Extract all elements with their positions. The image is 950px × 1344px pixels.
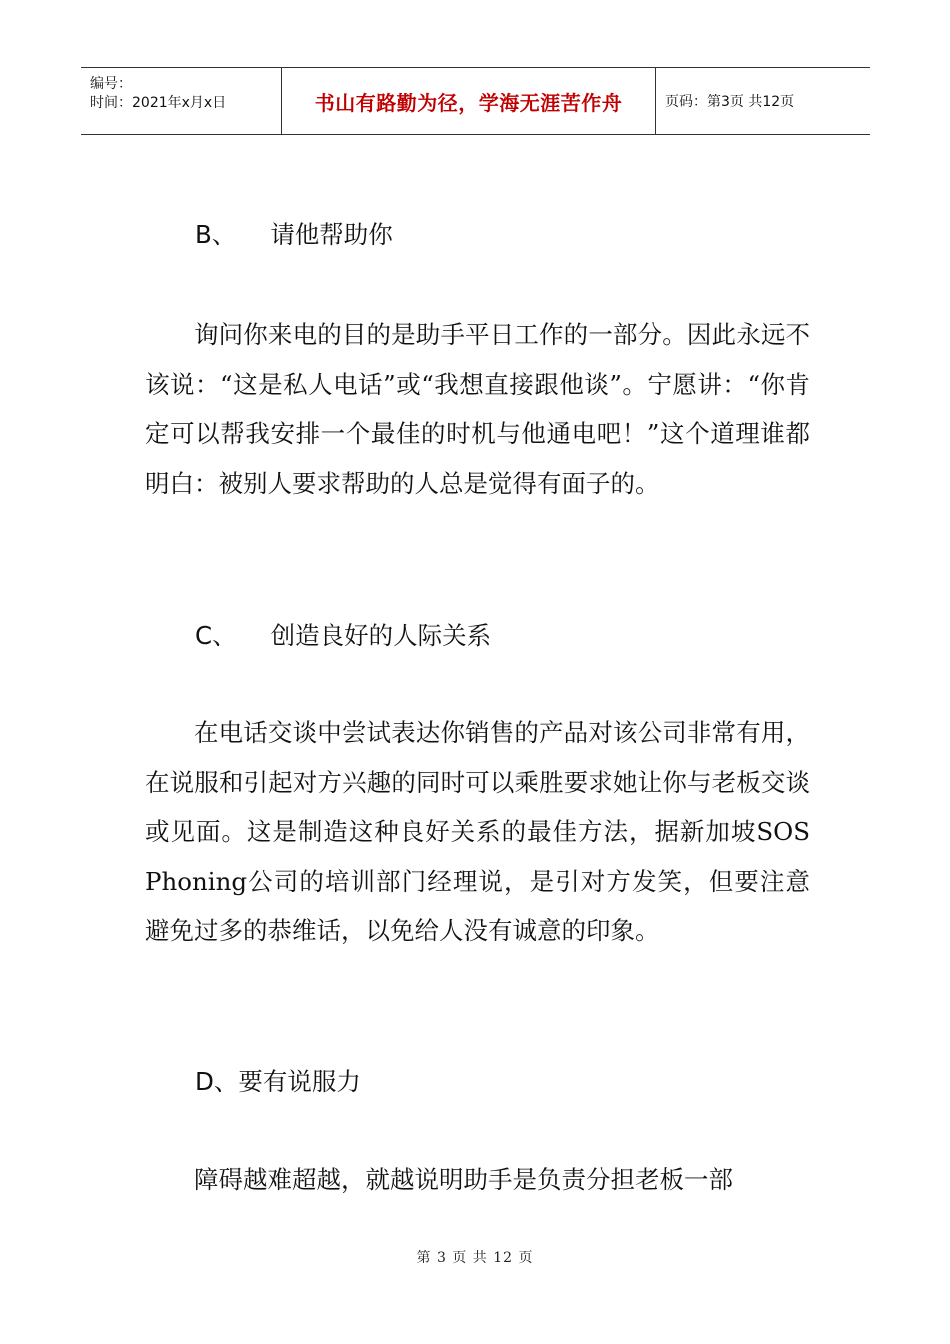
page-footer: 第 3 页 共 12 页 [416,1250,534,1266]
section-d-paragraph: 障碍越难超越，就越说明助手是负责分担老板一部 [194,1165,733,1194]
date-label: 时间：2021年x月x日 [90,95,227,111]
section-d-letter: D、 [195,1067,239,1096]
section-b-heading [195,216,393,251]
header-motto-cell [281,68,656,134]
section-c-title: 创造良好的人际关系 [270,621,492,650]
section-b-paragraph: 询问你来电的目的是助手平日工作的一部分。因此永远不该说：“这是私人电话”或“我想直接跟他谈”。宁愿讲：“你肯定可以帮我安排一个最佳的时机与他通电吧！”这个道理谁都明白：被别人要求帮助的人总是觉得有面子的。 [145,320,810,498]
section-d-title: 要有说服力 [238,1067,361,1096]
header-meta-cell [81,68,281,134]
header-page-cell [655,68,870,134]
section-d-heading [195,1063,361,1098]
header-page-info: 页码：第3页 共12页 [665,94,795,110]
section-b-title: 请他帮助你 [270,220,393,249]
section-c-paragraph: 在电话交谈中尝试表达你销售的产品对该公司非常有用，在说服和引起对方兴趣的同时可以乘胜要求她让你与老板交谈或见面。这是制造这种良好关系的最佳方法，据新加坡SOS Phoning公司的培训部门经理说，是引对方发笑，但要注意避免过多的恭维话，以免给人没有诚意的印象。 [145,718,810,946]
number-label: 编号： [90,76,132,92]
section-c-letter: C、 [195,621,237,650]
motto: 书山有路勤为径，学海无涯苦作舟 [314,90,623,115]
document-header [81,67,870,135]
section-b-letter: B、 [195,220,237,249]
section-c-heading [195,617,491,652]
